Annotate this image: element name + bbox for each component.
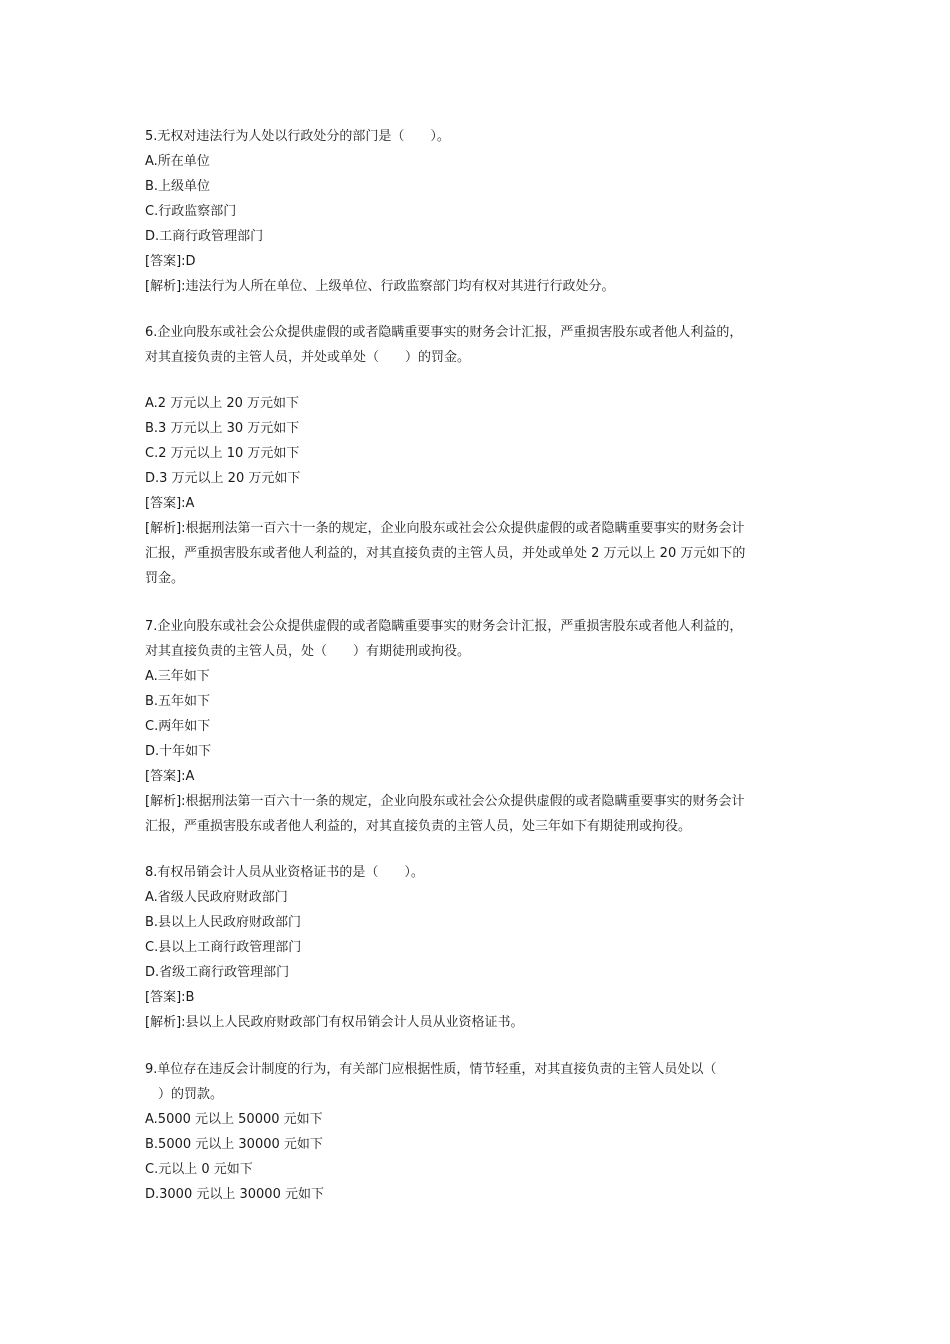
question-stem: 7.企业向股东或社会公众提供虚假的或者隐瞒重要事实的财务会计汇报，严重损害股东或者他人利益的， [145, 619, 743, 634]
question-stem: 9.单位存在违反会计制度的行为，有关部门应根据性质，情节轻重，对其直接负责的主管人员处以（ [145, 1062, 717, 1077]
option-b: B.县以上人民政府财政部门 [145, 915, 302, 930]
question-stem: 对其直接负责的主管人员，处（ ）有期徒刑或拘役。 [145, 644, 471, 659]
question-6 [145, 320, 815, 591]
question-stem: ）的罚款。 [145, 1087, 224, 1102]
option-d: D.十年如下 [145, 744, 212, 759]
analysis: 汇报，严重损害股东或者他人利益的，对其直接负责的主管人员，并处或单处 2 万元以上 20 万元如下的 [145, 546, 746, 561]
option-b: B.5000 元以上 30000 元如下 [145, 1137, 323, 1152]
question-stem: 对其直接负责的主管人员，并处或单处（ ）的罚金。 [145, 350, 471, 365]
option-a: A.2 万元以上 20 万元如下 [145, 396, 300, 411]
option-c: C.两年如下 [145, 719, 211, 734]
option-d: D.3000 元以上 30000 元如下 [145, 1187, 324, 1202]
option-a: A.5000 元以上 50000 元如下 [145, 1112, 323, 1127]
option-a: A.三年如下 [145, 669, 210, 684]
analysis: [解析]:县以上人民政府财政部门有权吊销会计人员从业资格证书。 [145, 1015, 524, 1030]
option-a: A.所在单位 [145, 154, 210, 169]
question-8 [145, 860, 815, 1035]
option-c: C.行政监察部门 [145, 204, 237, 219]
answer: [答案]:A [145, 769, 195, 784]
answer: [答案]:D [145, 254, 196, 269]
option-d: D.3 万元以上 20 万元如下 [145, 471, 301, 486]
question-5 [145, 124, 815, 299]
question-stem: 5.无权对违法行为人处以行政处分的部门是（ ）。 [145, 129, 450, 144]
option-b: B.上级单位 [145, 179, 211, 194]
option-b: B.3 万元以上 30 万元如下 [145, 421, 300, 436]
question-7 [145, 614, 815, 839]
option-b: B.五年如下 [145, 694, 211, 709]
option-c: C.2 万元以上 10 万元如下 [145, 446, 300, 461]
option-d: D.工商行政管理部门 [145, 229, 264, 244]
option-a: A.省级人民政府财政部门 [145, 890, 288, 905]
analysis: [解析]:根据刑法第一百六十一条的规定，企业向股东或社会公众提供虚假的或者隐瞒重要事实的财务会计 [145, 794, 745, 809]
answer: [答案]:A [145, 496, 195, 511]
option-d: D.省级工商行政管理部门 [145, 965, 290, 980]
analysis: 汇报，严重损害股东或者他人利益的，对其直接负责的主管人员，处三年如下有期徒刑或拘役。 [145, 819, 692, 834]
analysis: [解析]:违法行为人所在单位、上级单位、行政监察部门均有权对其进行行政处分。 [145, 279, 615, 294]
spacer [145, 370, 815, 391]
option-c: C.县以上工商行政管理部门 [145, 940, 302, 955]
option-c: C.元以上 0 元如下 [145, 1162, 253, 1177]
analysis: 罚金。 [145, 571, 185, 586]
analysis: [解析]:根据刑法第一百六十一条的规定，企业向股东或社会公众提供虚假的或者隐瞒重要事实的财务会计 [145, 521, 745, 536]
question-stem: 8.有权吊销会计人员从业资格证书的是（ ）。 [145, 865, 424, 880]
question-stem: 6.企业向股东或社会公众提供虚假的或者隐瞒重要事实的财务会计汇报，严重损害股东或者他人利益的， [145, 325, 743, 340]
answer: [答案]:B [145, 990, 195, 1005]
question-9 [145, 1057, 815, 1207]
